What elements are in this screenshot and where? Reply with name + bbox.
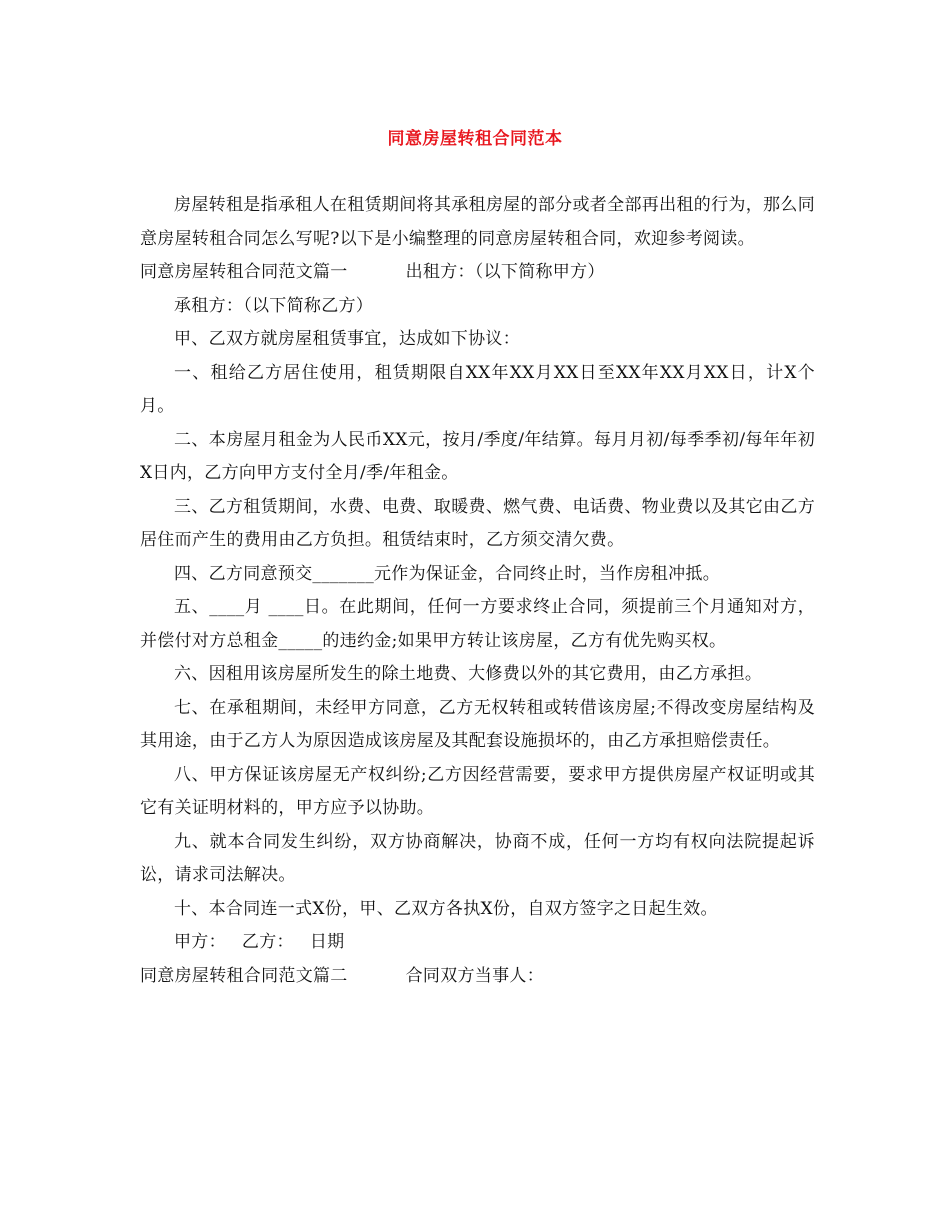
signature-party-b: 乙方： <box>241 932 294 952</box>
clause-1: 一、租给乙方居住使用，租赁期限自XX年XX月XX日至XX年XX月XX日，计X个月。 <box>140 362 815 416</box>
document-body <box>140 189 815 993</box>
intro-paragraph: 房屋转租是指承租人在租赁期间将其承租房屋的部分或者全部再出租的行为，那么同意房屋转租合同怎么写呢?以下是小编整理的同意房屋转租合同，欢迎参考阅读。 <box>140 195 815 249</box>
document-title: 同意房屋转租合同范本 <box>387 129 563 149</box>
section2-parties: 合同双方当事人： <box>405 965 545 986</box>
clause-4: 四、乙方同意预交_______元作为保证金，合同终止时，当作房租冲抵。 <box>174 563 720 584</box>
lessee-line: 承租方：（以下简称乙方） <box>174 295 374 316</box>
signature-date: 日期 <box>309 932 345 952</box>
section2-line <box>140 960 815 994</box>
clause-7: 七、在承租期间，未经甲方同意，乙方无权转租或转借该房屋;不得改变房屋结构及其用途，由于乙方人为原因造成该房屋及其配套设施损坏的，由乙方承担赔偿责任。 <box>140 697 815 751</box>
clause-10: 十、本合同连一式X份，甲、乙双方各执X份，自双方签字之日起生效。 <box>174 898 718 919</box>
lessor-line: 出租方：（以下简称甲方） <box>405 262 605 282</box>
clause-2: 二、本房屋月租金为人民币XX元，按月/季度/年结算。每月月初/每季季初/每年年初X日内，乙方向甲方支付全月/季/年租金。 <box>140 429 815 483</box>
clause-3: 三、乙方租赁期间，水费、电费、取暖费、燃气费、电话费、物业费以及其它由乙方居住而产生的费用由乙方负担。租赁结束时，乙方须交清欠费。 <box>140 496 815 550</box>
signature-party-a: 甲方： <box>174 932 226 952</box>
agreement-intro: 甲、乙双方就房屋租赁事宜，达成如下协议： <box>174 329 520 349</box>
clause-6: 六、因租用该房屋所发生的除土地费、大修费以外的其它费用，由乙方承担。 <box>174 664 763 684</box>
clause-8: 八、甲方保证该房屋无产权纠纷;乙方因经营需要，要求甲方提供房屋产权证明或其它有关证明材料的，甲方应予以协助。 <box>140 764 815 818</box>
clause-5: 五、____月 ____日。在此期间，任何一方要求终止合同，须提前三个月通知对方，并偿付对方总租金_____的违约金;如果甲方转让该房屋，乙方有优先购买权。 <box>140 597 815 651</box>
section1-line <box>140 256 815 290</box>
section2-heading: 同意房屋转租合同范文篇二 <box>140 965 348 986</box>
section1-heading: 同意房屋转租合同范文篇一 <box>140 262 348 282</box>
clause-9: 九、就本合同发生纠纷，双方协商解决，协商不成，任何一方均有权向法院提起诉讼，请求司法解决。 <box>140 831 815 885</box>
signature-line <box>140 926 815 960</box>
